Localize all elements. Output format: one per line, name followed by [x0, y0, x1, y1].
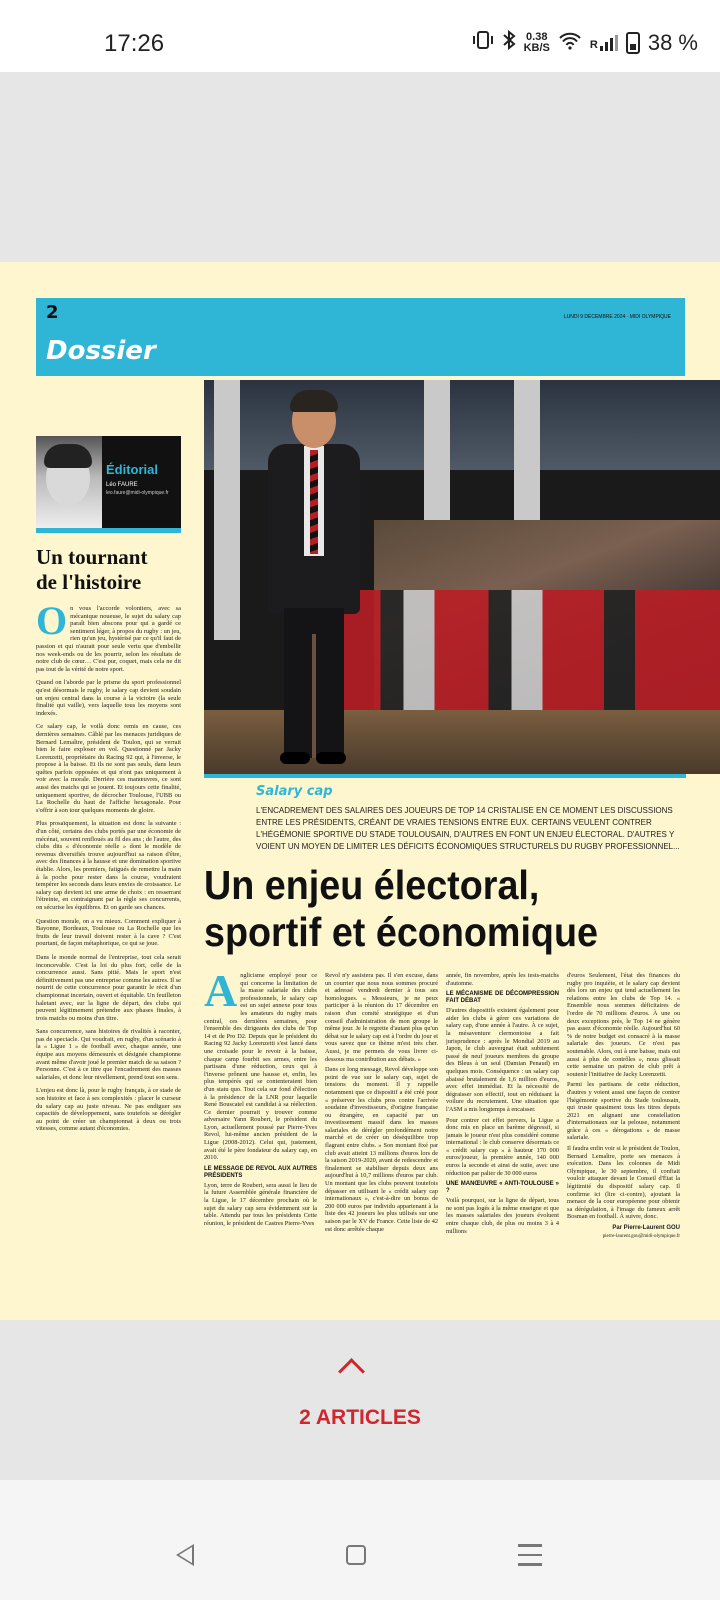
- editorial-paragraph: Plus prosaïquement, la situation est donc la suivante : d'un côté, certains des clubs portés par une économie de mécénat, souvent renfloués au fil des ans ; de l'autre, des clubs dits « d'économie réelle » dont le modèle de revenus diversifiés trouve aujourd'hui sa raison d'être, avec des finances à la hausse et une domination sportive établie. Alors, les premiers, fatigués de remettre la main à la poche pour rester dans la course, voudraient tempérer les seconds dans leurs envies de croissance. Le salary cap devient ici une arme de choix : en resserrant l'étreinte, en contraignant par la règle ses concurrents, on sécurise les équilibres. Et on garde ses chances.: [36, 820, 181, 911]
- man-shoe: [280, 752, 310, 764]
- articles-panel: [0, 1320, 720, 1480]
- editorial-header: [36, 436, 181, 528]
- editorial-dropcap: O: [36, 598, 68, 643]
- recents-line: [518, 1544, 542, 1547]
- page-header: [36, 298, 685, 376]
- clock: 17:26: [104, 30, 165, 57]
- man-tie: [310, 450, 318, 554]
- net-speed-value: 0.38: [526, 31, 548, 43]
- net-speed-unit: KB/S: [523, 42, 550, 54]
- dateline: LUNDI 9 DÉCEMBRE 2024 · MIDI OLYMPIQUE: [563, 314, 671, 320]
- article-paragraph: Revol n'y assistera pas. Il s'en excuse, dans un courrier que nous nous sommes procuré et adressé vendredi dernier à tous ses homologues. « Messieurs, je ne peux participer à la réunion du 17 décembre en raison d'un comité stratégique et d'un conseil d'administration de mon groupe le même jour. Je le regrette d'autant plus qu'un débat sur le salary cap est à l'ordre du jour et vous savez que ce thème m'est très cher. Aussi, je me permets de vous livrer ci-dessous ma contribution aux débats. »: [325, 972, 438, 1063]
- editorial-headline-line2: de l'histoire: [36, 570, 142, 594]
- signal-icon: [590, 35, 618, 51]
- recents-line: [518, 1554, 542, 1557]
- main-headline: [204, 862, 664, 956]
- article-signature: Par Pierre-Laurent GOU: [612, 1225, 680, 1231]
- main-photo: [204, 380, 720, 774]
- recents-line: [518, 1563, 542, 1566]
- editorial-email: leo.faure@midi-olympique.fr: [106, 490, 169, 496]
- article-subheading: LE MÉCANISME DE DÉCOMPRESSION FAIT DÉBAT: [446, 991, 559, 1005]
- photo-pillar: [214, 380, 240, 640]
- editorial-author: Léo FAURE: [106, 482, 138, 488]
- article-paragraph: Dans ce long message, Revol développe son point de vue sur le salary cap, sujet de tensions du moment. Il y rappelle notamment que ce dispositif a été créé pour « préserver les clubs pros contre l'arrivée soudaine d'investisseurs, d'origine française ou étrangère, en capacité par un investissement massif dans les masses salariales de dérégler profondément notre marché et de créer un déséquilibre trop flagrant entre clubs. » Son montant fixé par club avait atteint 13 millions d'euros lors de la saison 2019-2020, avant de redescendre et finalement se stabiliser depuis deux ans aujourd'hui à 10,7 millions d'euros par club. Un montant que les clubs peuvent toutefois dépasser en utilisant le « crédit salary cap internationaux », c'est-à-dire un bonus de 200 000 euros par individu appartenant à la liste des 42 joueurs les plus utilisés sur une saison par le XV de France. Cette liste de 42 est donc arrêtée chaque: [325, 1066, 438, 1233]
- man-legs-gap: [312, 634, 316, 758]
- article-body: [204, 972, 687, 1272]
- status-bar: [0, 0, 720, 72]
- kicker: Salary cap: [256, 784, 333, 799]
- signal-label: R: [589, 39, 598, 51]
- article-column-3: [446, 972, 559, 1272]
- status-icons: [472, 30, 698, 56]
- editorial-paragraph: L'enjeu est donc là, pour le rugby français, à ce stade de son histoire et face à ses complexités : placer le curseur du salary cap au juste niveau. Ne pas endiguer ses capacités de développement, sans toutefois se dérégler au point de créer un championnat à deux ou trois vitesses, comme autant d'économies.: [36, 1087, 181, 1133]
- man-hair: [290, 390, 338, 412]
- article-paragraph: Pour contrer cet effet pervers, la Ligue a donc mis en place un barème dégressif, si jamais le joueur n'est plus considéré comme international : le club conserve désormais ce « crédit salary cap » à hauteur 170 000 euros/joueur, la première année, 140 000 euros la seconde et ainsi de suite, avec une réduction par palier de 30 000 euros: [446, 1116, 559, 1177]
- editorial-column: [36, 436, 181, 1139]
- article-paragraph: Lyon, terre de Roubert, sera aussi le lieu de la future Assemblée générale financière de la Ligue, le 17 décembre prochain où le sujet du salary cap sera évidemment sur la table. Attendu par tous les présidents Cette réunion, le président de Castres Pierre-Yves: [204, 1181, 317, 1227]
- main-headline-line2: sportif et économique: [204, 909, 599, 955]
- editorial-label: Éditorial: [106, 462, 159, 477]
- article-subheading: LE MESSAGE DE REVOL AUX AUTRES PRÉSIDENTS: [204, 1165, 317, 1179]
- editorial-paragraph: Dans le monde normal de l'entreprise, tout cela serait inconcevable. C'est la loi du plus fort, celle de la concurrence aussi. Sans pitié. Mais le sport n'est définitivement pas une entreprise comme les autres. Il se nourrit de cette concurrence pour garantir le récit d'un championnat incertain, ouvert et équitable. Un feuilleton haletant avec, sur la ligne de départ, des clubs qui peuvent légitimement prétendre aux phases finales, à trois matchs ou moins d'un titre.: [36, 953, 181, 1022]
- article-signature-email: pierre-laurent.gou@midi-olympique.fr: [602, 1233, 680, 1239]
- article-paragraph: d'euros Seulement, l'état des finances du rugby pro inquiète, et le salary cap devient dès lors un enjeu qui tend actuellement les relations entre les clubs de Top 14. « Ensemble nous sommes déficitaires de l'ordre de 70 millions d'euros. À une ou deux exceptions près, le Top 14 ne génère pas assez d'économie réelle. Aujourd'hui 60 % de notre budget est consacré à la masse salariale des joueurs. Ce n'est pas soutenable. Alors, oui à une baisse, mais oui aussi à plus de contrôles », nous glissait cette semaine un patron de club prêt à soutenir l'initiative de Jacky Lorenzetti.: [567, 972, 680, 1078]
- editorial-paragraph: Question morale, on a vu mieux. Comment expliquer à Bayonne, Bordeaux, Toulouse ou La Rochelle que les fruits de leur travail doivent rester à la cave ? C'est pourtant, de façon métaphorique, ce qui se joue.: [36, 917, 181, 948]
- system-nav-bar: [0, 1480, 720, 1600]
- article-subheading: UNE MANŒUVRE « ANTI-TOULOUSE » ?: [446, 1181, 559, 1195]
- vibrate-icon: [472, 30, 494, 56]
- article-paragraph: [204, 972, 317, 1162]
- article-column-2: [325, 972, 438, 1272]
- article-paragraph: D'autres dispositifs existent également pour aider les clubs à gérer ces variations de salary cap, d'une année à l'autre. À ce sujet, la mésaventure clermontoise a fait jurisprudence : après le Mondial 2019 au Japon, le club auvergnat était subitement passé de neuf joueurs membres du groupe des Bleus à un seul (Damian Penaud) en quelques mois. Conséquence : un salary cap abaissé brutalement de 1,6 million d'euros, avec effet immédiat. Et la nécessité de dégraisser son effectif, tout en réduisant la voilure du recrutement. Une situation que l'ASM a mis longtemps à encaisser.: [446, 1007, 559, 1113]
- recents-icon[interactable]: [518, 1544, 542, 1573]
- standfirst: L'ENCADREMENT DES SALAIRES DES JOUEURS DE TOP 14 CRISTALISE EN CE MOMENT LES DISCUSSIONS ENTRE LES PRÉSIDENTS, CRÉANT DE VRAIES TENSIONS ENTRE EUX. CERTAINS VEULENT CONTRER L'HÉGÉMONIE SPORTIVE DU STADE TOULOUSAIN, D'AUTRES EN FONT UN ENJEU ÉLECTORAL. D'AUTRES Y VOIENT UN MOYEN DE LIMITER LES DÉFICITS ÉCONOMIQUES STRUCTURELS DU RUGBY PROFESSIONNEL...: [256, 806, 680, 851]
- articles-button[interactable]: 2 ARTICLES: [299, 1406, 421, 1429]
- man-shoe: [316, 752, 346, 764]
- wifi-icon: [558, 30, 582, 56]
- article-dropcap: A: [204, 972, 238, 1016]
- editorial-paragraph-text: n vous l'accorde volontiers, avec sa mécanique noueuse, le sujet du salary cap paraît bien abscons pour qui a gardé ce sentiment léger, à propos du rugby : un jeu, rien qu'un jeu, hystérisé par ce qu'il faut de passion et qui n'aurait pour seule vertu que d'embellir nos week-ends ou de les pourrir, selon les résultats de notre club de cœur… C'est pur, coquet, mais cela ne dit pas tout de la vérité de notre sport.: [36, 605, 181, 673]
- battery-level: 38 %: [647, 30, 698, 55]
- editorial-body: [36, 598, 181, 1133]
- editorial-headline: [36, 545, 181, 595]
- newspaper-page[interactable]: [0, 262, 720, 1320]
- battery-icon: [626, 32, 640, 54]
- editorial-paragraph: Ce salary cap, le voilà donc remis en cause, ces dernières semaines. Câblé par les menaces juridiques de Bernard Lemaître, président de Toulon, qui se verrait bien le faire exploser en vol. Questionné par Jacky Lorenzetti, propriétaire du Racing 92 qui, à l'inverse, le propose à la baisse. Et ils ne sont pas seuls, dans leurs quêtes parfois opposées et qui n'ont pas uniquement à voir avec la morale. Derrière ces manœuvres, ce sont aussi des matchs qui se jouent. Et toujours cette finalité, uniquement sportive, de décrocher Toulouse, l'UBB ou La Rochelle du haut de l'affiche hexagonale. Pour s'offrir à son tour quelques moments de gloire.: [36, 723, 181, 814]
- photo-man: [244, 394, 384, 774]
- bluetooth-icon: [502, 30, 516, 56]
- article-paragraph: Parmi les partisans de cette réduction, d'autres y voient aussi une façon de contrer l'hégémonie sportive du Stade toulousain, qui truste quasiment tous les titres depuis 2021 en alignant une constellation d'internationaux sur la pelouse, notamment grâce à ces « dérogations » de masse salariale.: [567, 1081, 680, 1142]
- editorial-accent-strip: [36, 528, 181, 533]
- article-paragraph: Il faudra enfin voir si le président de Toulon, Bernard Lemaître, porte ses menaces à exécution. Dans les colonnes de Midi Olympique, le 30 septembre, il confiait vouloir attaquer devant le Conseil d'État la légitimité du dispositif salary cap. Il confirme ici (lire ci-contre), ajoutant la menace de la cour européenne pour obtenir sa dérégulation, à l'image du fameux arrêt Bosman en football. À suivre, donc.: [567, 1145, 680, 1221]
- article-paragraph: Voilà pourquoi, sur la ligne de départ, tous ne sont pas logés à la même enseigne et que les masses salariales des joueurs évoluent entre chaque club, de plus ou moins 3 à 4 millions: [446, 1197, 559, 1235]
- back-icon[interactable]: [176, 1544, 194, 1566]
- editorial-headline-line1: Un tournant: [36, 545, 148, 569]
- author-hair: [44, 444, 92, 468]
- article-paragraph-text: nglicisme employé pour ce qui concerne la limitation de la masse salariale des clubs professionnels, le salary cap est un sujet annexe pour tous les amateurs du rugby mais central, ces dernières semaines, pour l'ensemble des dirigeants des clubs de Top 14 et de Pro D2. Depuis que le président du Racing 92 Jacky Lorenzetti s'est lancé dans une croisade pour le revoir à la baisse, chaque camp fourbit ses armes, entre les partisans d'une réduction, ceux qui à l'inverse prônent une hausse et, enfin, les plus tempérés qui se contenteraient bien d'un statu quo. Tout cela sur fond d'élection à la présidence de la LNR pour laquelle René Bouscatel est candidat à sa réélection. Ce dernier pourrait y trouver comme adversaire Yann Roubert, le président du Lyon, actuellement poussé par Pierre-Yves Revol, lui-même ancien président de la Ligue (2008-2012). Celui qui, justement, avait été le père fondateur du salary cap, en 2010.: [204, 972, 317, 1162]
- main-headline-line1: Un enjeu électoral,: [204, 862, 540, 908]
- editorial-paragraph: Quand on l'aborde par le prisme du sport professionnel qu'est désormais le rugby, le salary cap devient soudain un enjeu central dans la course à la victoire (la seule finalité qui vaille), vers laquelle tous les moyens sont indexés.: [36, 679, 181, 717]
- author-photo: [36, 436, 102, 528]
- home-icon[interactable]: [346, 1545, 366, 1565]
- editorial-paragraph: Sans concurrence, sans histoires de rivalités à raconter, pas de spectacle. Qui voudrait, en rugby, d'un scénario à la « Ligue 1 » de football avec, chaque année, une équipe aux moyens démesurés et désignée championne avant même d'avoir joué le premier match de sa saison ? Personne. C'est à ce titre que l'encadrement des masses salariales, et donc leur nivellement, prend tout son sens.: [36, 1028, 181, 1081]
- section-title: Dossier: [46, 336, 156, 366]
- kicker-strip: [204, 774, 686, 778]
- page-number: 2: [46, 302, 59, 323]
- article-paragraph: année, fin novembre, après les tests-matchs d'automne.: [446, 972, 559, 987]
- editorial-paragraph: [36, 598, 181, 673]
- network-speed: [524, 32, 550, 54]
- article-column-1: [204, 972, 317, 1272]
- article-column-4: [567, 972, 680, 1272]
